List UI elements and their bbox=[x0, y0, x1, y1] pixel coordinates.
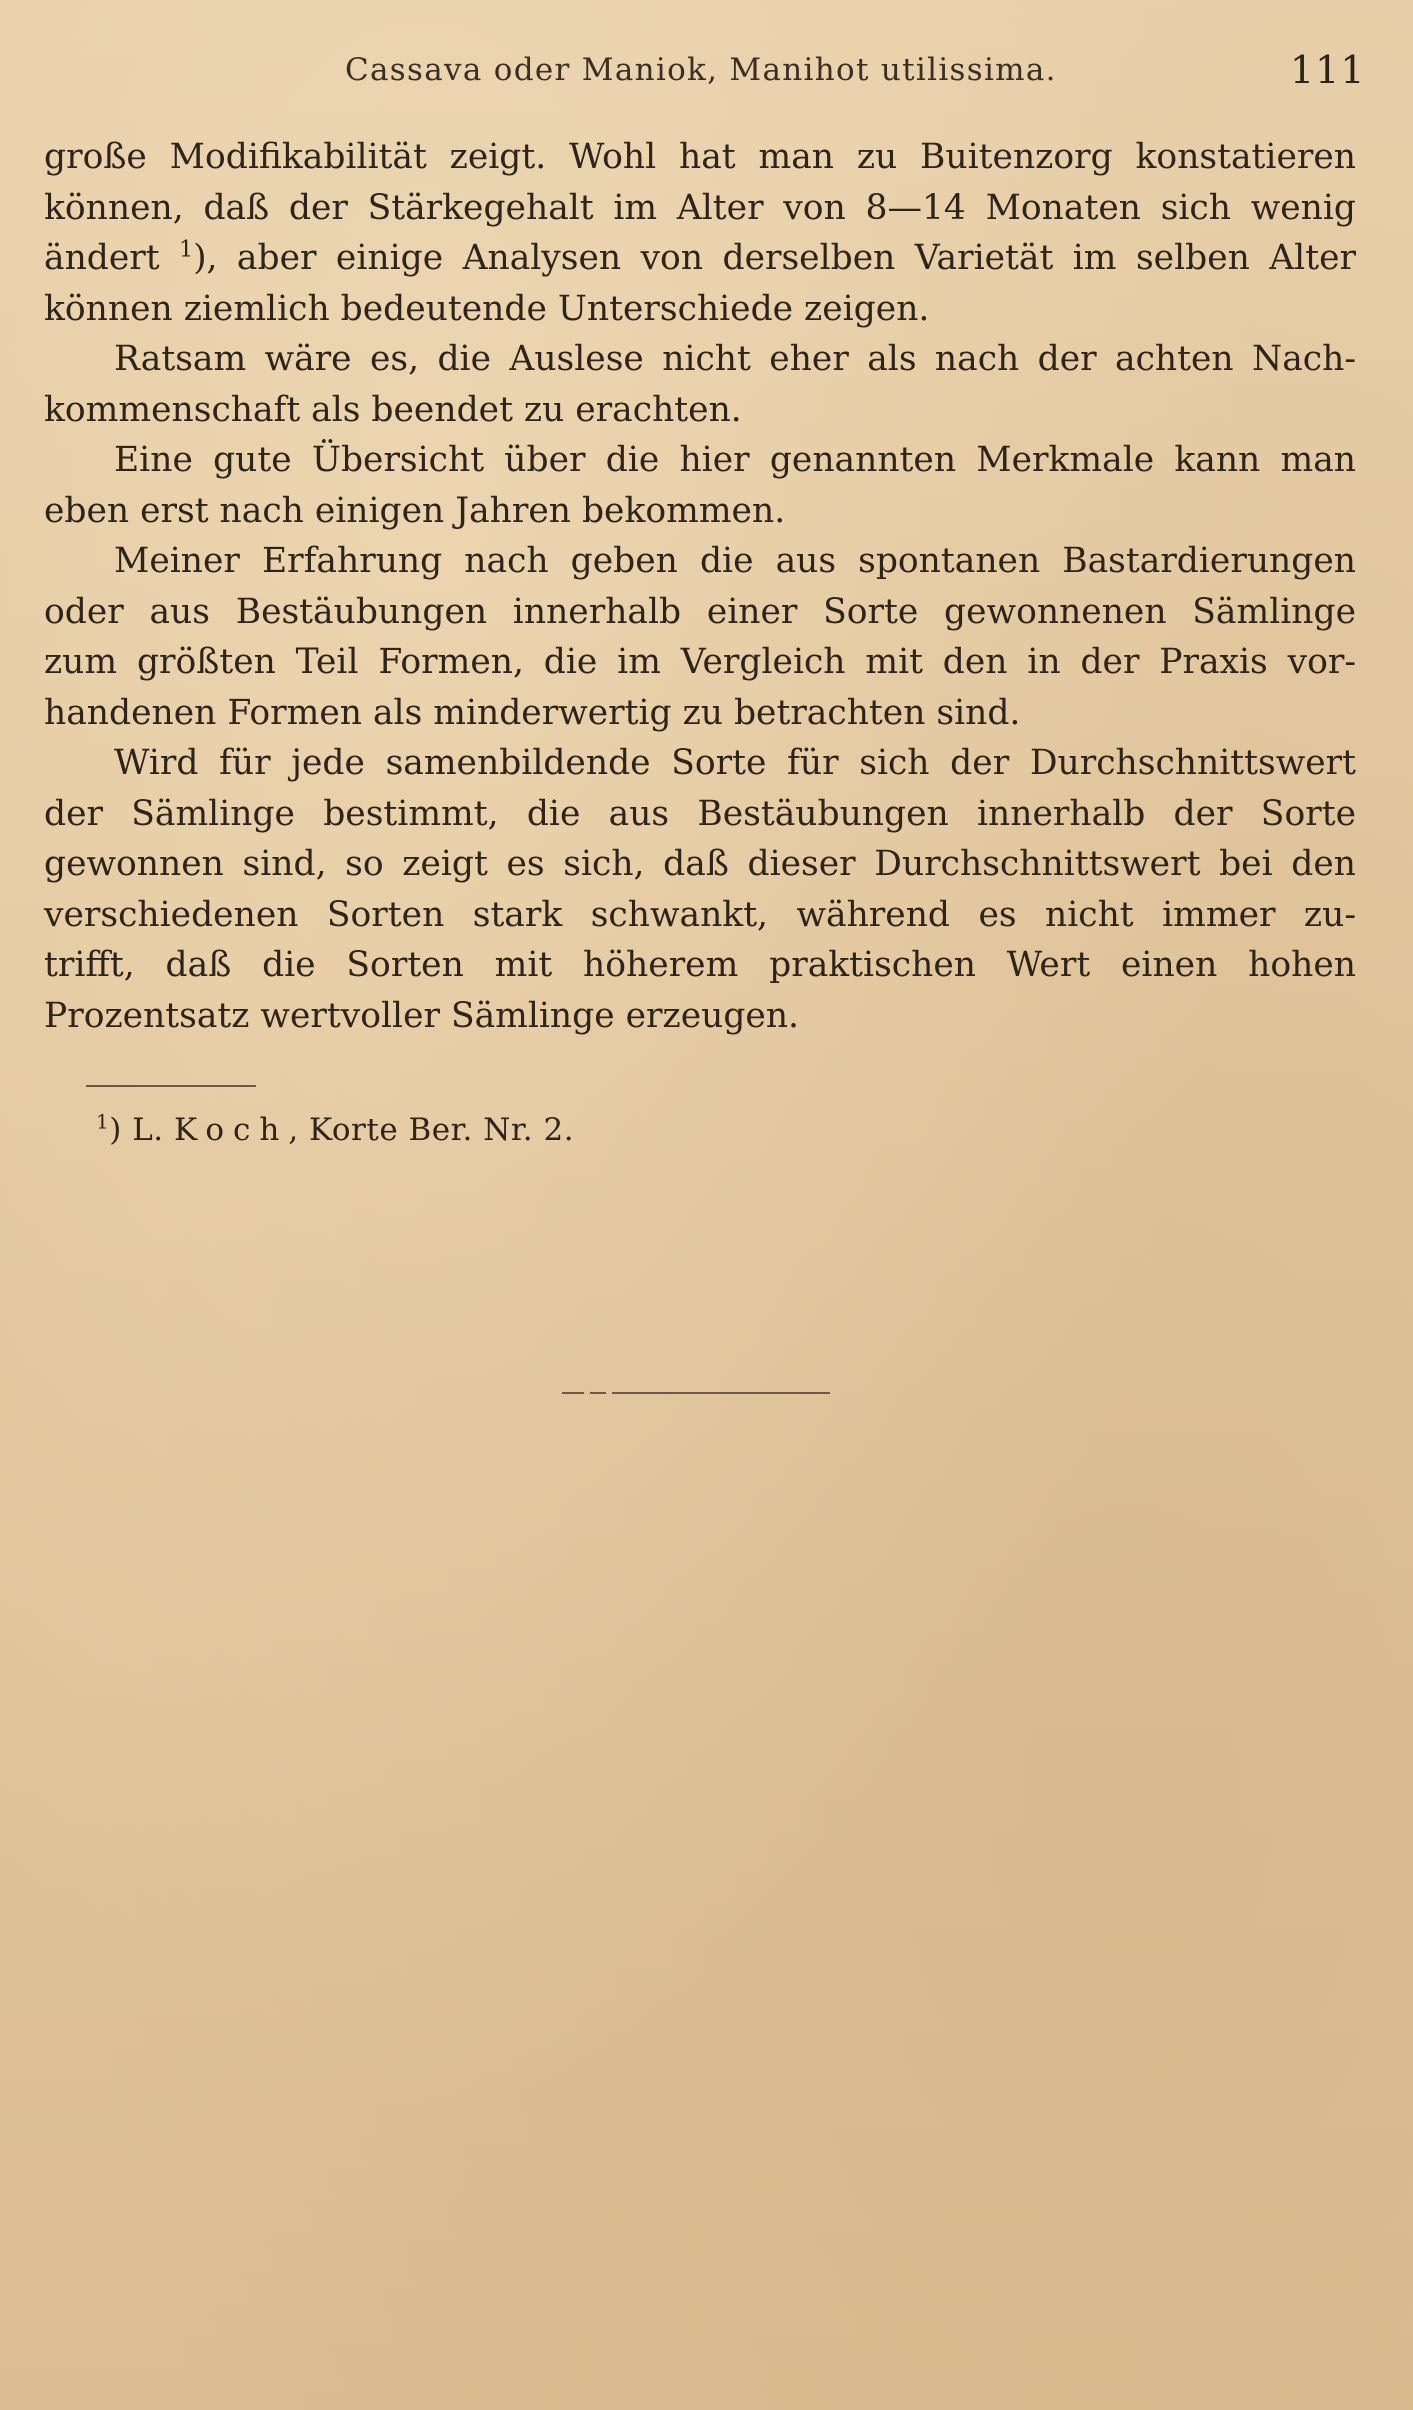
footnote-reference: 1 bbox=[179, 237, 194, 263]
footnote-author-initial: L. bbox=[132, 1112, 164, 1148]
paragraph-2 bbox=[44, 334, 1356, 435]
text-line: können ziemlich bedeutende Unterschiede zeigen. bbox=[44, 288, 930, 329]
paragraph-5 bbox=[44, 738, 1356, 1041]
text-line: Meiner Erfahrung nach geben die aus spontanen Bastardierungen bbox=[114, 541, 1356, 581]
text-line: eben erst nach einigen Jahren bekommen. bbox=[44, 490, 786, 531]
rule-gap bbox=[606, 1391, 612, 1395]
paragraph-4 bbox=[44, 536, 1356, 738]
text-line: handenen Formen als minderwertig zu betrachten sind. bbox=[44, 692, 1021, 733]
text-line: der Sämlinge bestimmt, die aus Bestäubungen innerhalb der Sorte bbox=[44, 793, 1356, 834]
text-line: große Modifikabilität zeigt. Wohl hat man zu Buitenzorg konstatieren bbox=[44, 137, 1356, 177]
text-line: trifft, daß die Sorten mit höherem praktischen Wert einen hohen bbox=[44, 945, 1356, 985]
footnote-mark: 1 bbox=[96, 1109, 110, 1134]
text-line: Prozentsatz wertvoller Sämlinge erzeugen. bbox=[44, 995, 800, 1036]
text-line-with-footnote bbox=[44, 233, 1356, 284]
paragraph-3 bbox=[44, 435, 1356, 536]
footnote-paren: ) bbox=[109, 1112, 122, 1148]
running-head bbox=[0, 48, 1413, 96]
text-line: Ratsam wäre es, die Auslese nicht eher als nach der achten Nach- bbox=[114, 339, 1356, 379]
rule-gap bbox=[584, 1391, 590, 1395]
text-line: oder aus Bestäubungen innerhalb einer Sorte gewonnenen Sämlinge bbox=[44, 591, 1356, 632]
footnote-author: Koch bbox=[174, 1112, 289, 1148]
page-number: 111 bbox=[1290, 48, 1366, 92]
text-line: können, daß der Stärkegehalt im Alter von 8—14 Monaten sich wenig bbox=[44, 187, 1356, 228]
text-line: gewonnen sind, so zeigt es sich, daß dieser Durchschnittswert bei den bbox=[44, 844, 1356, 884]
footnote bbox=[96, 1109, 575, 1148]
text-segment: ), aber einige Analysen von derselben Varietät im selben Alter bbox=[193, 238, 1356, 278]
running-title: Cassava oder Maniok, Manihot utilissima. bbox=[345, 52, 1057, 88]
footnote-divider bbox=[86, 1085, 256, 1087]
text-line: zum größten Teil Formen, die im Vergleich mit den in der Praxis vor- bbox=[44, 642, 1356, 682]
body-text bbox=[44, 132, 1356, 1041]
text-line: verschiedenen Sorten stark schwankt, während es nicht immer zu- bbox=[44, 894, 1356, 935]
text-line: Eine gute Übersicht über die hier genannten Merkmale kann man bbox=[114, 440, 1356, 480]
text-line: Wird für jede samenbildende Sorte für sich der Durchschnittswert bbox=[114, 743, 1356, 783]
section-end-rule bbox=[562, 1392, 830, 1394]
text-line: kommenschaft als beendet zu erachten. bbox=[44, 389, 742, 430]
text-segment: ändert bbox=[44, 238, 180, 278]
paragraph-1 bbox=[44, 132, 1356, 334]
footnote-citation: , Korte Ber. Nr. 2. bbox=[288, 1112, 575, 1148]
